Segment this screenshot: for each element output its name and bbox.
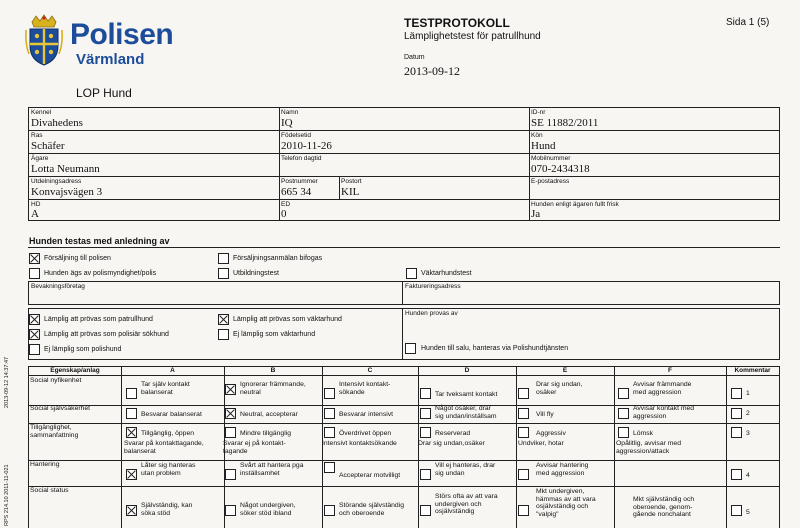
grid-header-d: D (464, 367, 470, 374)
r2-d-text: Något osäker, drar sig undan/inställsam (435, 405, 497, 420)
r1-c-text: Intensivt kontakt- sökande (339, 381, 391, 396)
training-test-checkbox[interactable] (218, 268, 229, 279)
grid-header-comment: Kommentar (734, 367, 771, 374)
r2-a-text: Besvarar balanserat (141, 411, 202, 418)
r2-f-text: Avvisar kontakt med aggression (633, 405, 695, 420)
grid-header-f: F (668, 367, 672, 374)
document-subtitle: Lämplighetstest för patrullhund (404, 31, 541, 42)
r2-e-text: Vill fly (536, 411, 554, 418)
r1-c-checkbox[interactable] (324, 388, 335, 399)
r1-d-text: Tar tveksamt kontakt (435, 391, 498, 398)
id-value: SE 11882/2011 (531, 117, 599, 129)
r2-b-text: Neutral, accepterar (240, 411, 298, 418)
sale-to-police-checkbox[interactable] (29, 253, 40, 264)
logo-region: Värmland (76, 51, 145, 68)
suitable-guard-checkbox[interactable] (218, 314, 229, 325)
r2-d-checkbox[interactable] (420, 408, 431, 419)
owner-value: Lotta Neumann (31, 163, 100, 175)
crown-shield-crest-icon (24, 14, 64, 66)
not-suitable-guard-label: Ej lämplig som väktarhund (233, 331, 316, 338)
suitable-patrol-label: Lämplig att prövas som patrullhund (44, 316, 153, 323)
r3-comment-number: 3 (746, 430, 750, 437)
mobile-label: Mobilnummer (531, 155, 571, 162)
r4-comment-checkbox[interactable] (731, 469, 742, 480)
address-value: Konvajsvägen 3 (31, 186, 103, 198)
billing-address-field[interactable] (402, 281, 780, 305)
r4-e-text: Avvisar hantering med aggression (536, 462, 589, 477)
r3-b-subtext: Svarar ej på kontakt- tagande (223, 440, 286, 455)
r3-a-subtext: Svarar på kontakttagande, balanserat (124, 440, 204, 455)
dog-owner-table (28, 107, 780, 221)
r1-comment-checkbox[interactable] (731, 388, 742, 399)
r3-c-text: Överdrivet öppen (339, 430, 392, 437)
healthy-value: Ja (531, 208, 541, 220)
not-suitable-guard-checkbox[interactable] (218, 329, 229, 340)
not-suitable-police-checkbox[interactable] (29, 344, 40, 355)
r3-a-text: Tillgänglig, öppen (141, 430, 195, 437)
r3-d-subtext: Drar sig undan,osäker (418, 440, 485, 447)
logo-wordmark: Polisen (70, 18, 174, 51)
r5-comment-checkbox[interactable] (731, 505, 742, 516)
kennel-label: Kennel (31, 109, 52, 116)
name-label: Namn (281, 109, 299, 116)
r4-d-text: Vill ej hanteras, drar sig undan (435, 462, 496, 477)
r2-e-checkbox[interactable] (518, 408, 529, 419)
r5-d-text: Störs ofta av att vara undergiven och osjälvständig (435, 493, 498, 516)
r4-a-text: Låter sig hanteras utan problem (141, 462, 196, 477)
billing-address-label: Faktureringsadress (405, 283, 461, 290)
name-value: IQ (281, 117, 293, 129)
hd-value: A (31, 208, 39, 220)
police-owned-checkbox[interactable] (29, 268, 40, 279)
sex-label: Kön (531, 132, 543, 139)
hd-label: HD (31, 201, 41, 208)
phone-label: Telefon dagtid (281, 155, 322, 162)
date-value: 2013-09-12 (404, 64, 460, 78)
r3-e-subtext: Undviker, hotar (518, 440, 564, 447)
r3-d-checkbox[interactable] (420, 427, 431, 438)
print-timestamp-side-text: 2013-09-12 14:37:47 (4, 356, 10, 408)
city-value: KIL (341, 186, 360, 198)
for-sale-checkbox[interactable] (405, 343, 416, 354)
r4-c-checkbox[interactable] (324, 462, 335, 473)
r3-f-text: Lömsk (633, 430, 654, 437)
form-code-side-text: RPS 214.10 2011-11-021 (4, 464, 10, 526)
grid-header-e: E (562, 367, 568, 374)
ed-label: ED (281, 201, 291, 208)
id-label: ID-nr (531, 109, 546, 116)
r4-d-checkbox[interactable] (420, 469, 431, 480)
r5-a-text: Självständig, kan söka stöd (141, 502, 193, 517)
r1-d-checkbox[interactable] (420, 388, 431, 399)
r4-comment-number: 4 (746, 472, 750, 479)
r2-c-checkbox[interactable] (324, 408, 335, 419)
row-label-handling: Hantering (30, 461, 60, 468)
suitable-patrol-checkbox[interactable] (29, 314, 40, 325)
healthy-label: Hunden enligt ägaren fullt frisk (531, 201, 619, 208)
r2-f-checkbox[interactable] (618, 408, 629, 419)
r5-e-checkbox[interactable] (518, 505, 529, 516)
email-label: E-postadress (531, 178, 570, 185)
r5-c-checkbox[interactable] (324, 505, 335, 516)
r3-d-text: Reserverad (435, 430, 471, 437)
sale-to-police-label: Försäljning till polisen (44, 255, 111, 262)
r5-c-text: Störande självständig och oberoende (339, 502, 404, 517)
training-test-label: Utbildningstest (233, 270, 279, 277)
suitable-guard-label: Lämplig att prövas som väktarhund (233, 316, 342, 323)
r1-b-checkbox[interactable] (225, 384, 236, 395)
date-label: Datum (404, 54, 425, 61)
tested-by-label: Hunden provas av (405, 310, 458, 317)
sale-notice-label: Försäljningsanmälan bifogas (233, 255, 323, 262)
ed-value: 0 (281, 208, 287, 220)
r3-b-checkbox[interactable] (225, 427, 236, 438)
r3-a-checkbox[interactable] (126, 427, 137, 438)
guard-dog-test-checkbox[interactable] (406, 268, 417, 279)
r1-b-text: Ignorerar främmande, neutral (240, 381, 306, 396)
grid-header-b: B (270, 367, 276, 374)
r3-c-checkbox[interactable] (324, 427, 335, 438)
postcode-value: 665 34 (281, 186, 312, 198)
row-label-social-curiosity: Social nyfikenhet (30, 377, 82, 384)
r4-c-text: Accepterar motvilligt (339, 472, 401, 479)
r4-b-checkbox[interactable] (225, 469, 236, 480)
r3-e-checkbox[interactable] (518, 427, 529, 438)
row-label-availability: Tillgänglighet, sammanfattning (30, 424, 79, 439)
r3-f-subtext: Opålitlig, avvisar med aggression/attack (616, 440, 681, 455)
r3-b-text: Mindre tillgänglig (240, 430, 292, 437)
sex-value: Hund (531, 140, 556, 152)
address-label: Utdelningsadress (31, 178, 82, 185)
r2-a-checkbox[interactable] (126, 408, 137, 419)
r5-d-checkbox[interactable] (420, 505, 431, 516)
birth-value: 2010-11-26 (281, 140, 332, 152)
kennel-value: Divahedens (31, 117, 83, 129)
r1-e-checkbox[interactable] (518, 388, 529, 399)
for-sale-label: Hunden till salu, hanteras via Polishundtjänsten (421, 345, 569, 352)
postcode-label: Postnummer (281, 178, 318, 185)
security-company-field[interactable] (28, 281, 403, 305)
r5-e-text: Mkt undergiven, hämmas av att vara osjälvständig och "valpig" (536, 488, 596, 518)
r2-b-checkbox[interactable] (225, 408, 236, 419)
section-divider (28, 247, 780, 248)
r4-b-text: Svårt att hantera pga inställsamhet (240, 462, 304, 477)
r2-c-text: Besvarar intensivt (339, 411, 394, 418)
not-suitable-police-label: Ej lämplig som polishund (44, 346, 122, 353)
r4-e-checkbox[interactable] (518, 469, 529, 480)
police-owned-label: Hunden ägs av polismyndighet/polis (44, 270, 157, 277)
row-label-social-confidence: Social självsäkerhet (30, 405, 91, 412)
row-label-social-status: Social status (30, 487, 69, 494)
city-label: Postort (341, 178, 362, 185)
r3-comment-checkbox[interactable] (731, 427, 742, 438)
r1-a-checkbox[interactable] (126, 388, 137, 399)
r3-c-subtext: Intensivt kontaktsökande (322, 440, 397, 447)
breed-value: Schäfer (31, 140, 65, 152)
r3-f-checkbox[interactable] (618, 427, 629, 438)
birth-label: Födelsetid (281, 132, 311, 139)
r1-f-checkbox[interactable] (618, 388, 629, 399)
r5-b-checkbox[interactable] (225, 505, 236, 516)
guard-dog-test-label: Väktarhundstest (421, 270, 472, 277)
grid-header-a: A (170, 367, 175, 374)
r3-e-text: Aggressiv (536, 430, 566, 437)
r1-comment-number: 1 (746, 390, 750, 397)
r1-a-text: Tar själv kontakt balanserat (141, 381, 190, 396)
suitable-search-checkbox[interactable] (29, 329, 40, 340)
r4-a-checkbox[interactable] (126, 469, 137, 480)
r5-comment-number: 5 (746, 509, 750, 516)
r2-comment-number: 2 (746, 410, 750, 417)
document-title: TESTPROTOKOLL (404, 16, 510, 30)
r1-e-text: Drar sig undan, osäker (536, 381, 583, 396)
page-number: Sida 1 (5) (726, 17, 770, 28)
grid-header-trait: Egenskap/anlag (50, 367, 100, 374)
r5-f-text: Mkt självständig och oberoende, genom- gående nonchalant (633, 496, 695, 519)
sale-notice-checkbox[interactable] (218, 253, 229, 264)
grid-header-c: C (367, 367, 373, 374)
security-company-label: Bevakningsföretag (31, 283, 85, 290)
mobile-value: 070-2434318 (531, 163, 590, 175)
owner-label: Ägare (31, 155, 49, 162)
r5-b-text: Något undergiven, söker stöd ibland (240, 502, 296, 517)
r2-comment-checkbox[interactable] (731, 408, 742, 419)
r1-f-text: Avvisar främmande med aggression (633, 381, 692, 396)
unit-name: LOP Hund (76, 86, 132, 100)
breed-label: Ras (31, 132, 43, 139)
reason-heading: Hunden testas med anledning av (29, 236, 170, 246)
suitable-search-label: Lämplig att prövas som polisiär sökhund (44, 331, 169, 338)
r5-a-checkbox[interactable] (126, 505, 137, 516)
